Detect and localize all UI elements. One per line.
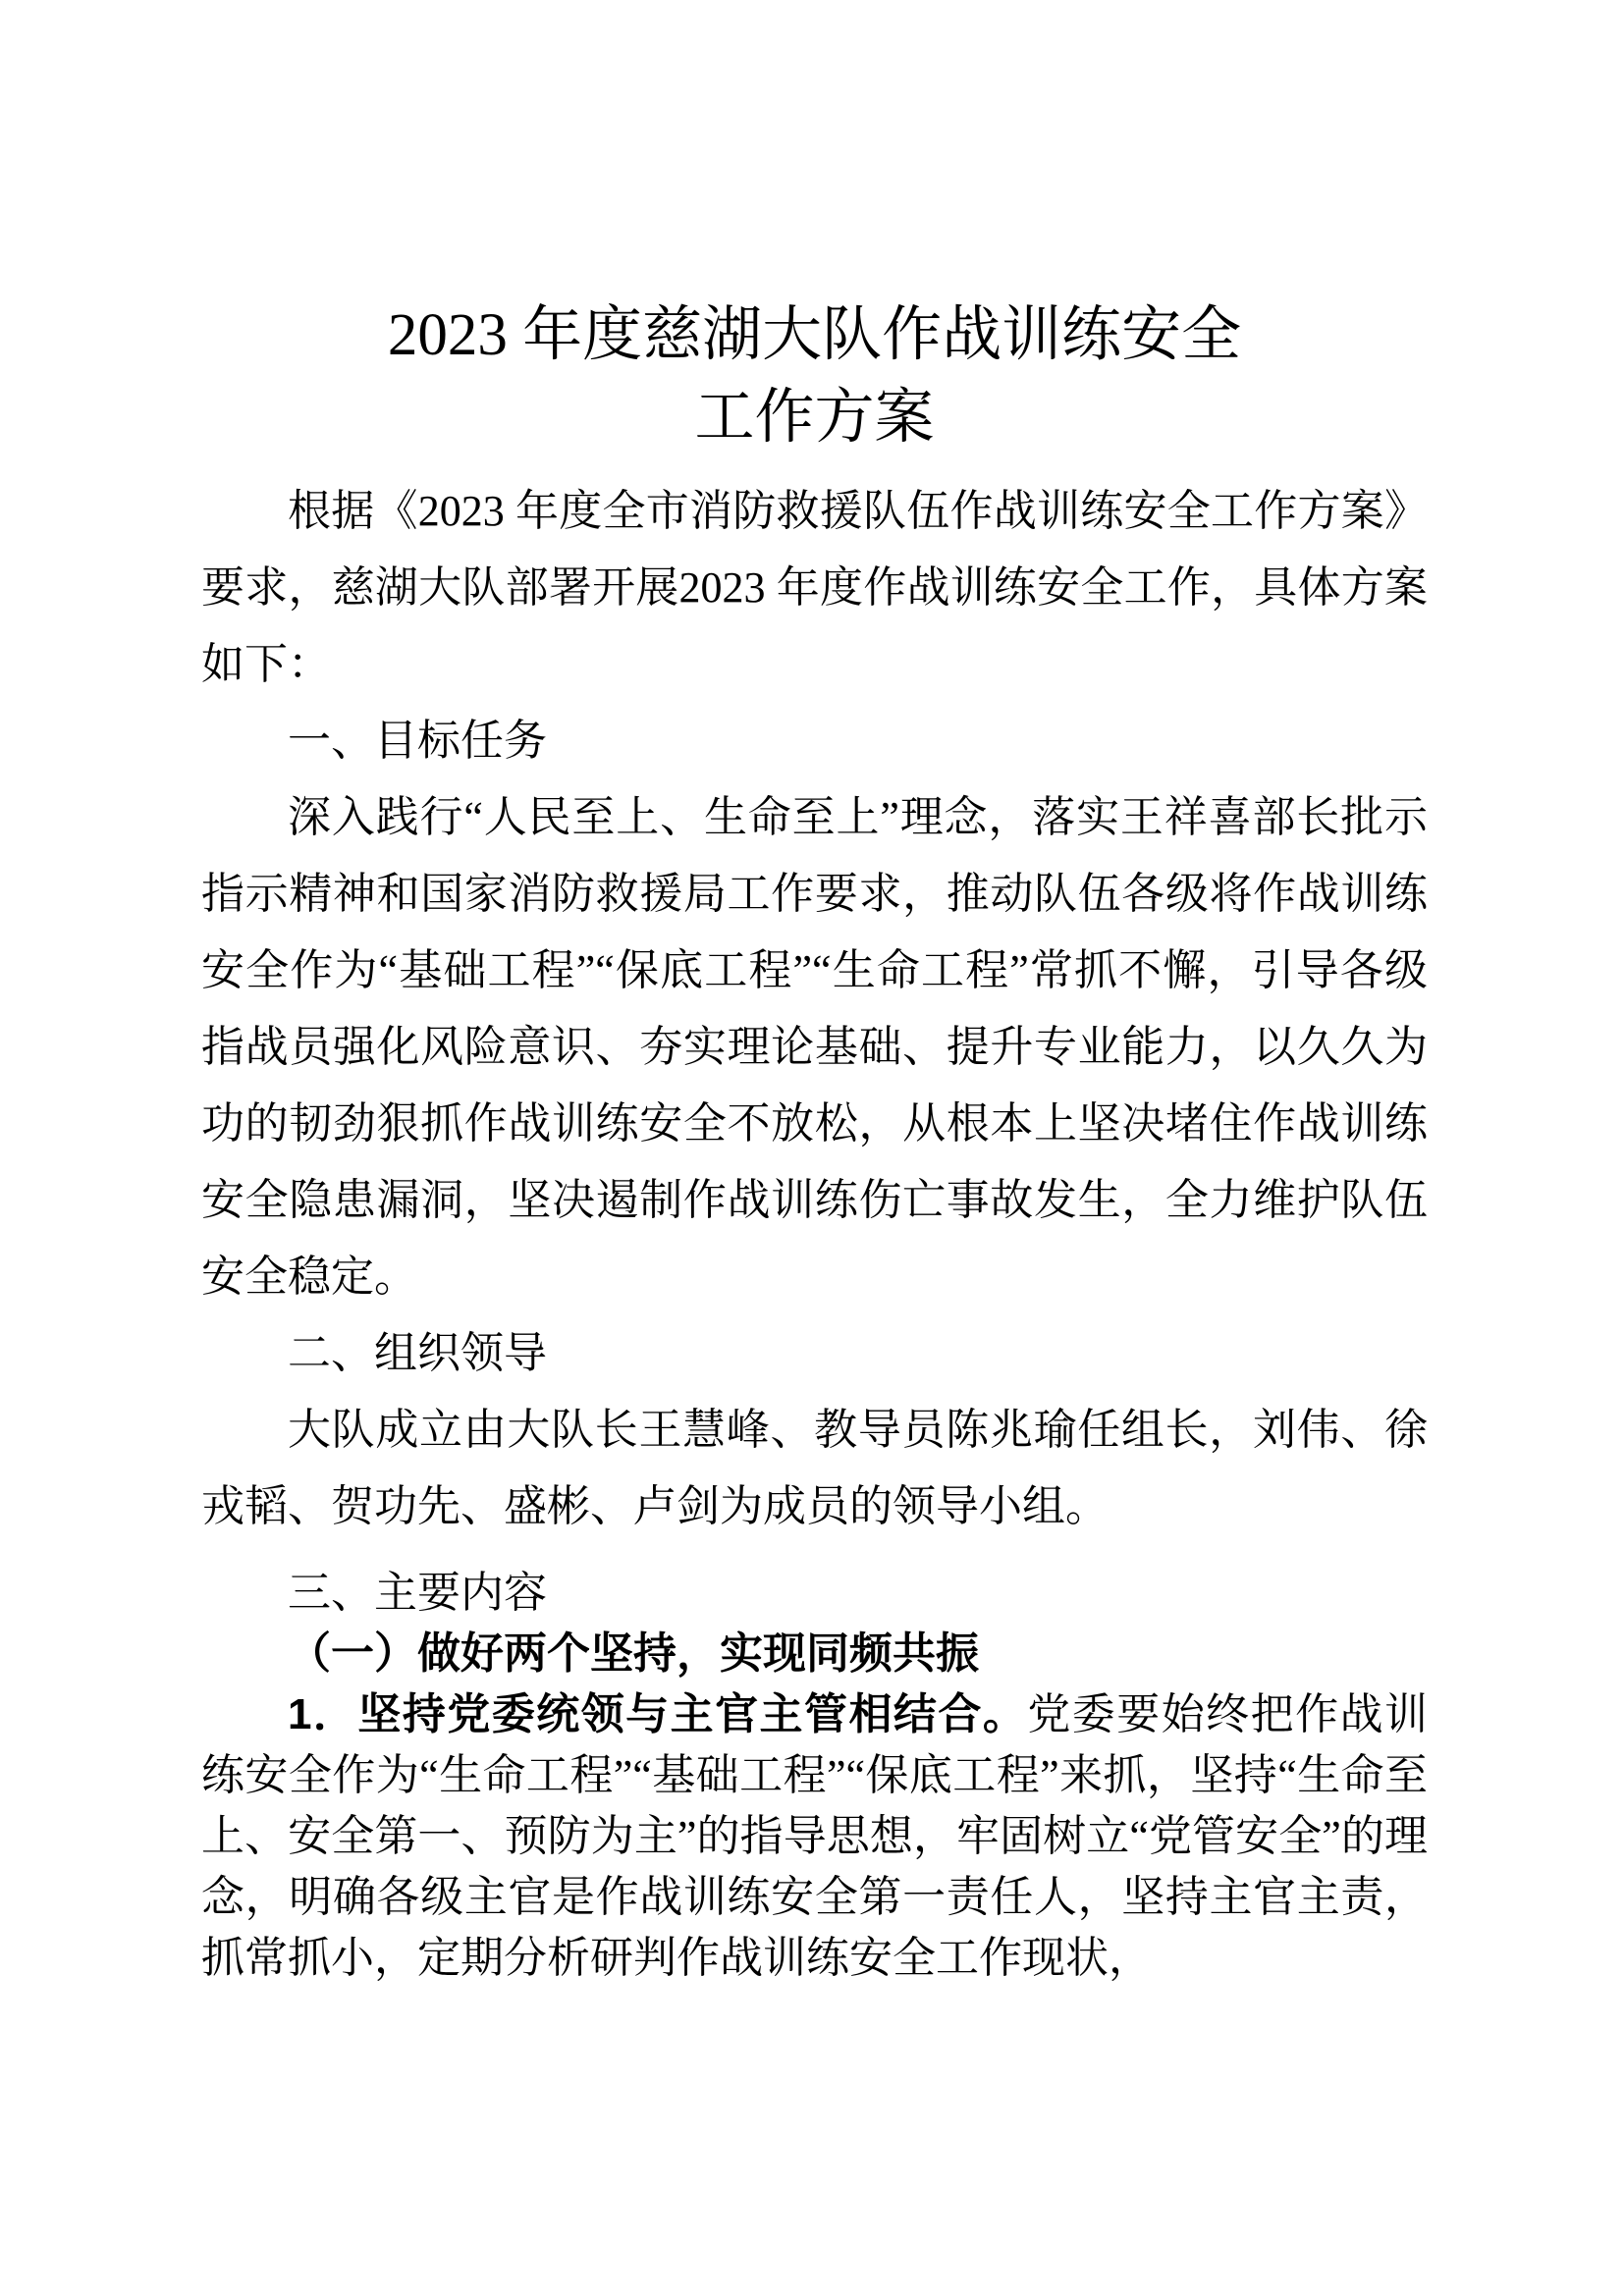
section-3-block [201, 1563, 1428, 1989]
item-1-lead: 1．坚持党委统领与主官主管相结合。 [288, 1690, 1028, 1738]
document-title-line-1: 2023 年度慈湖大队作战训练安全 [387, 302, 1242, 368]
item-1-paragraph [201, 1684, 1428, 1989]
section-2-paragraph: 大队成立由大队长王慧峰、教导员陈兆瑜任组长，刘伟、徐戎韬、贺功先、盛彬、卢剑为成员的领导小组。 [201, 1406, 1428, 1530]
section-1-paragraph: 深入践行“人民至上、生命至上”理念，落实王祥喜部长批示指示精神和国家消防救援局工作要求，推动队伍各级将作战训练安全作为“基础工程”“保底工程”“生命工程”常抓不懈，引导各级指战员强化风险意识、夯实理论基础、提升专业能力，以久久为功的韧劲狠抓作战训练安全不放松，从根本上坚决堵住作战训练安全隐患漏洞，坚决遏制作战训练伤亡事故发生，全力维护队伍安全稳定。 [201, 793, 1428, 1301]
section-heading-1: 一、目标任务 [288, 717, 547, 765]
item-1-text: 党委要始终把作战训练安全作为“生命工程”“基础工程”“保底工程”来抓，坚持“生命至上、安全第一、预防为主”的指导思想，牢固树立“党管安全”的理念，明确各级主官是作战训练安全第一责任人，坚持主官主责，抓常抓小，定期分析研判作战训练安全工作现状， [201, 1690, 1428, 1982]
section-heading-2: 二、组织领导 [288, 1329, 547, 1377]
section-heading-3: 三、主要内容 [288, 1569, 547, 1617]
subsection-heading-1: （一）做好两个坚持，实现同频共振 [288, 1629, 979, 1678]
document-title-line-2: 工作方案 [694, 385, 935, 451]
document-title [201, 294, 1428, 459]
intro-paragraph: 根据《2023 年度全市消防救援队伍作战训练安全工作方案》要求，慈湖大队部署开展2023 年度作战训练安全工作，具体方案如下： [201, 487, 1428, 688]
